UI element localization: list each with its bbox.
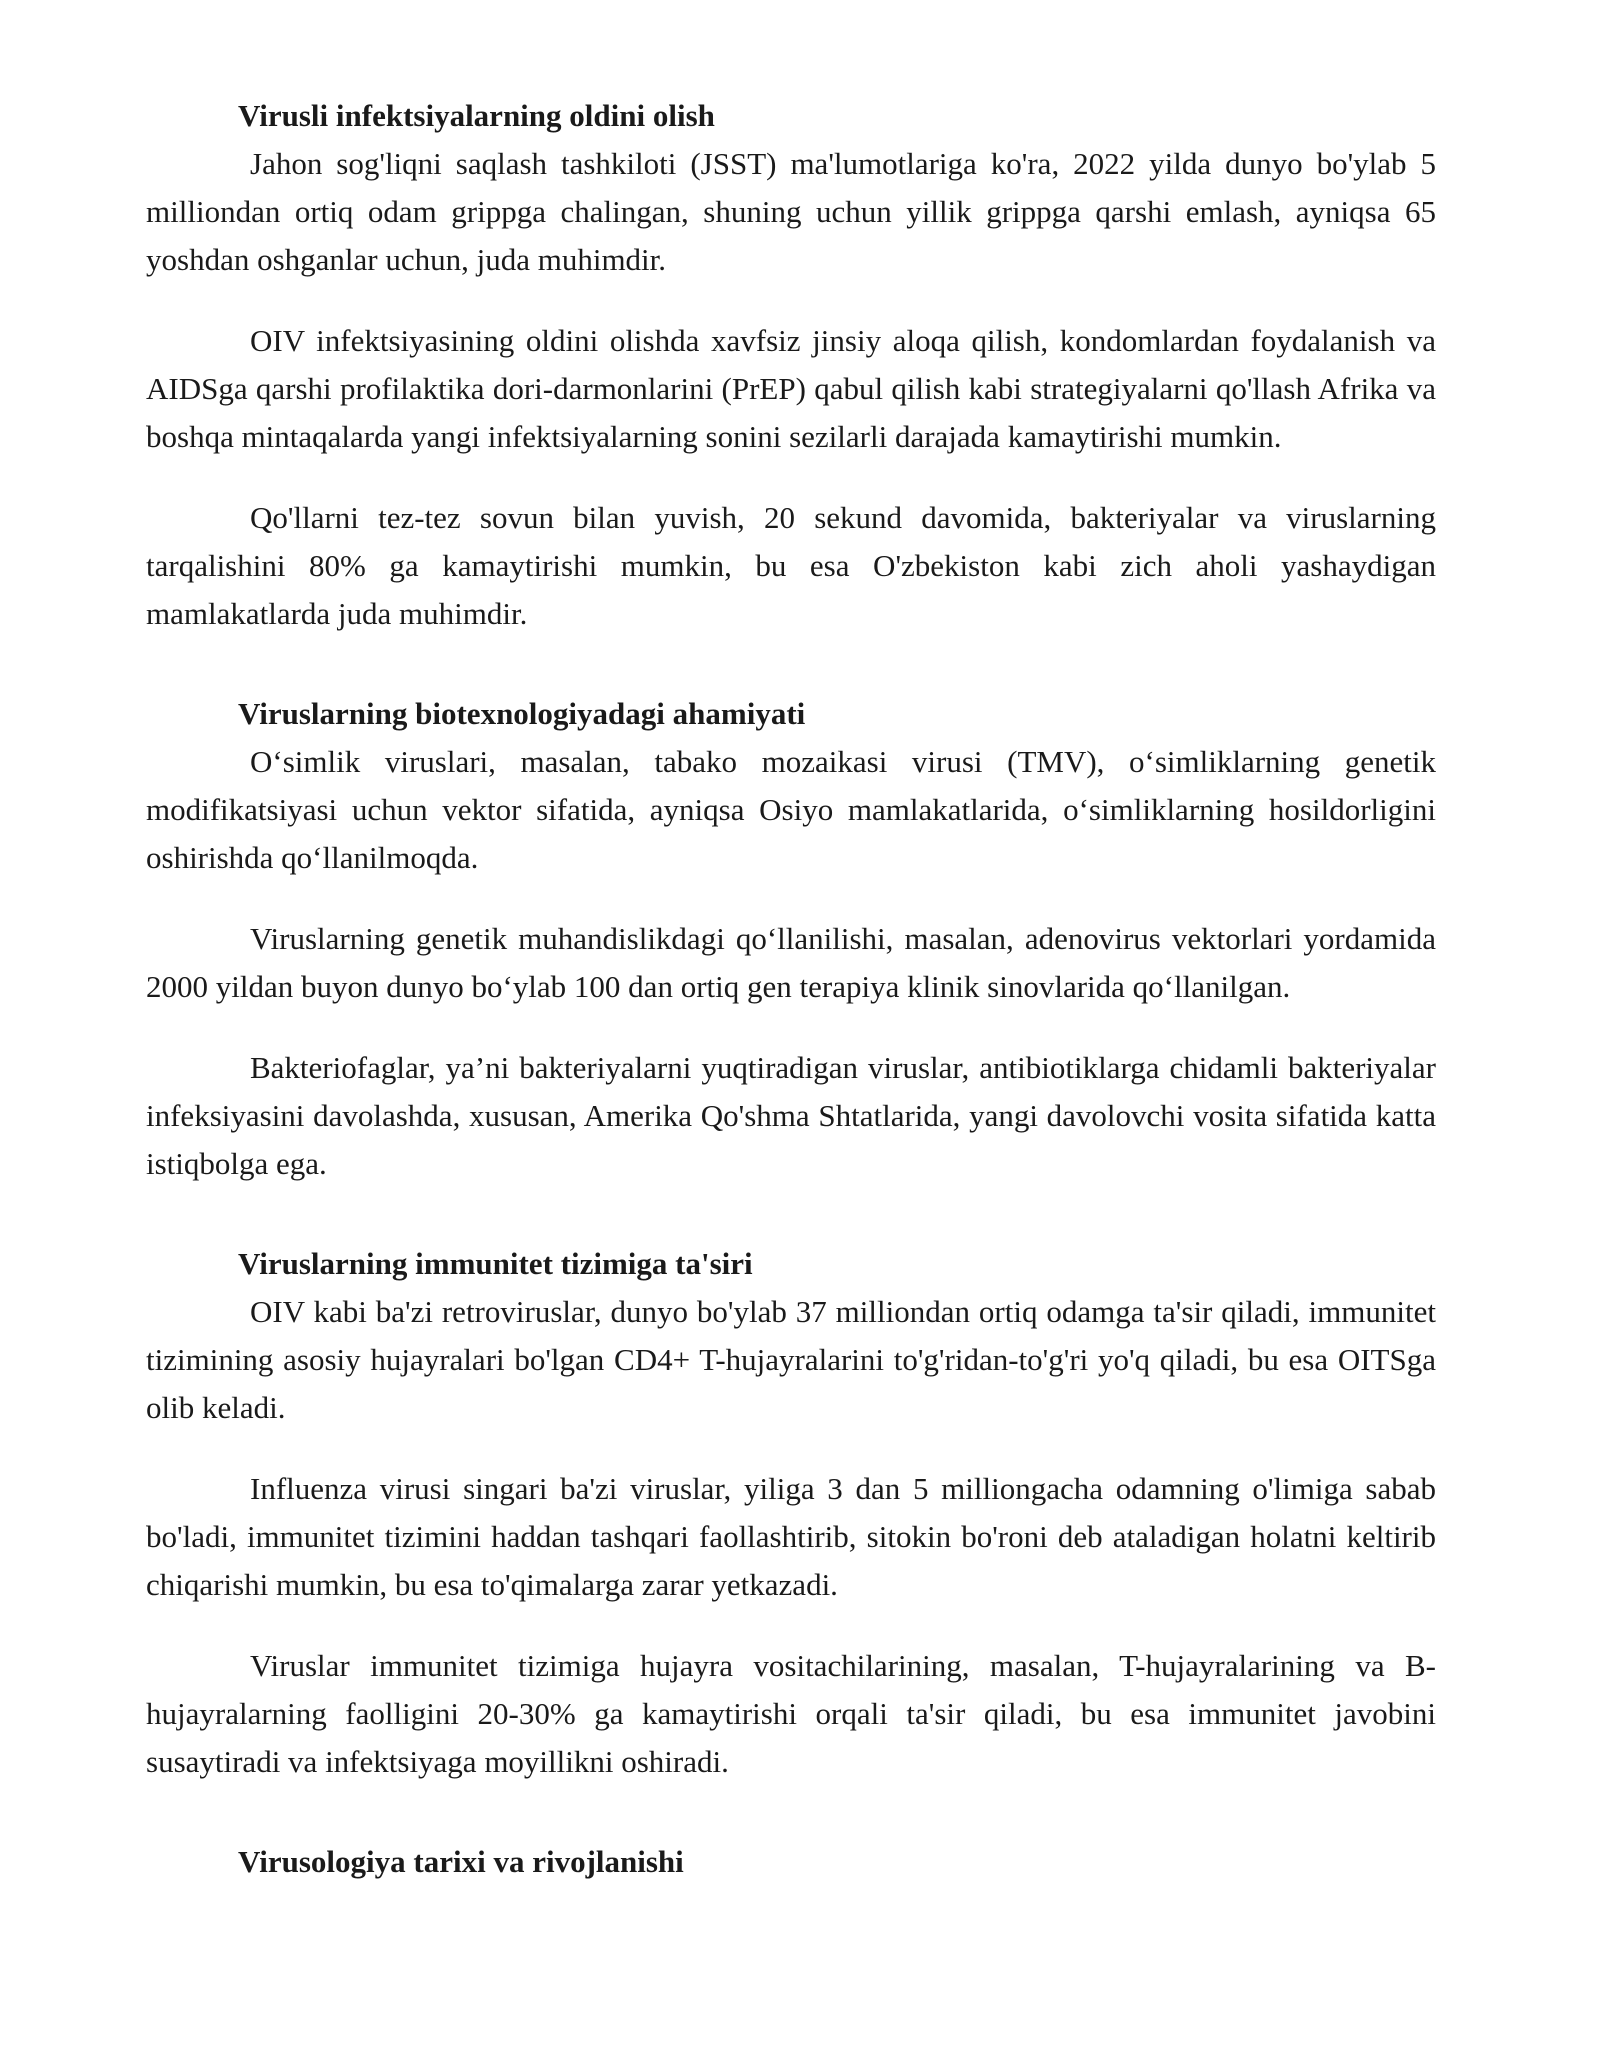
paragraph: O‘simlik viruslari, masalan, tabako mozaikasi virusi (TMV), o‘simliklarning genetik modifikatsiyasi uchun vektor sifatida, ayniqsa Osiyo mamlakatlarida, o‘simliklarning hosildorligini oshirishda qo‘llanilmoqda. bbox=[146, 744, 1436, 875]
paragraph: Jahon sog'liqni saqlash tashkiloti (JSST) ma'lumotlariga ko'ra, 2022 yilda dunyo bo'ylab 5 milliondan ortiq odam grippga chalingan, shuning uchun yillik grippga qarshi emlash, ayniqsa 65 yoshdan oshganlar uchun, juda muhimdir. bbox=[146, 146, 1436, 277]
paragraph: OIV infektsiyasining oldini olishda xavfsiz jinsiy aloqa qilish, kondomlardan foydalanish va AIDSga qarshi profilaktika dori-darmonlarini (PrEP) qabul qilish kabi strategiyalarni qo'llash Afrika va boshqa mintaqalarda yangi infektsiyalarning sonini sezilarli darajada kamaytirishi mumkin. bbox=[146, 323, 1436, 454]
paragraph: Bakteriofaglar, ya’ni bakteriyalarni yuqtiradigan viruslar, antibiotiklarga chidamli bakteriyalar infeksiyasini davolashda, xususan, Amerika Qo'shma Shtatlarida, yangi davolovchi vosita sifatida katta istiqbolga ega. bbox=[146, 1050, 1436, 1181]
paragraph: OIV kabi ba'zi retroviruslar, dunyo bo'ylab 37 milliondan ortiq odamga ta'sir qiladi, immunitet tizimining asosiy hujayralari bo'lgan CD4+ T-hujayralarini to'g'ridan-to'g'ri yo'q qiladi, bu esa OITSga olib keladi. bbox=[146, 1294, 1436, 1425]
section-heading: Viruslarning immunitet tizimiga ta'siri bbox=[238, 1246, 753, 1281]
paragraph: Qo'llarni tez-tez sovun bilan yuvish, 20 sekund davomida, bakteriyalar va viruslarning tarqalishini 80% ga kamaytirishi mumkin, bu esa O'zbekiston kabi zich aholi yashaydigan mamlakatlarda juda muhimdir. bbox=[146, 500, 1436, 631]
paragraph: Influenza virusi singari ba'zi viruslar, yiliga 3 dan 5 milliongacha odamning o'limiga sabab bo'ladi, immunitet tizimini haddan tashqari faollashtirib, sitokin bo'roni deb ataladigan holatni keltirib chiqarishi mumkin, bu esa to'qimalarga zarar yetkazadi. bbox=[146, 1471, 1436, 1602]
document-body bbox=[146, 92, 1436, 1886]
section-heading: Viruslarning biotexnologiyadagi ahamiyati bbox=[238, 696, 806, 731]
paragraph: Viruslar immunitet tizimiga hujayra vositachilarining, masalan, T-hujayralarining va B-hujayralarning faolligini 20-30% ga kamaytirishi orqali ta'sir qiladi, bu esa immunitet javobini susaytiradi va infektsiyaga moyillikni oshiradi. bbox=[146, 1648, 1436, 1779]
section-heading: Virusologiya tarixi va rivojlanishi bbox=[238, 1844, 684, 1879]
paragraph: Viruslarning genetik muhandislikdagi qo‘llanilishi, masalan, adenovirus vektorlari yordamida 2000 yildan buyon dunyo bo‘ylab 100 dan ortiq gen terapiya klinik sinovlarida qo‘llanilgan. bbox=[146, 921, 1436, 1004]
section-heading: Virusli infektsiyalarning oldini olish bbox=[238, 98, 715, 133]
